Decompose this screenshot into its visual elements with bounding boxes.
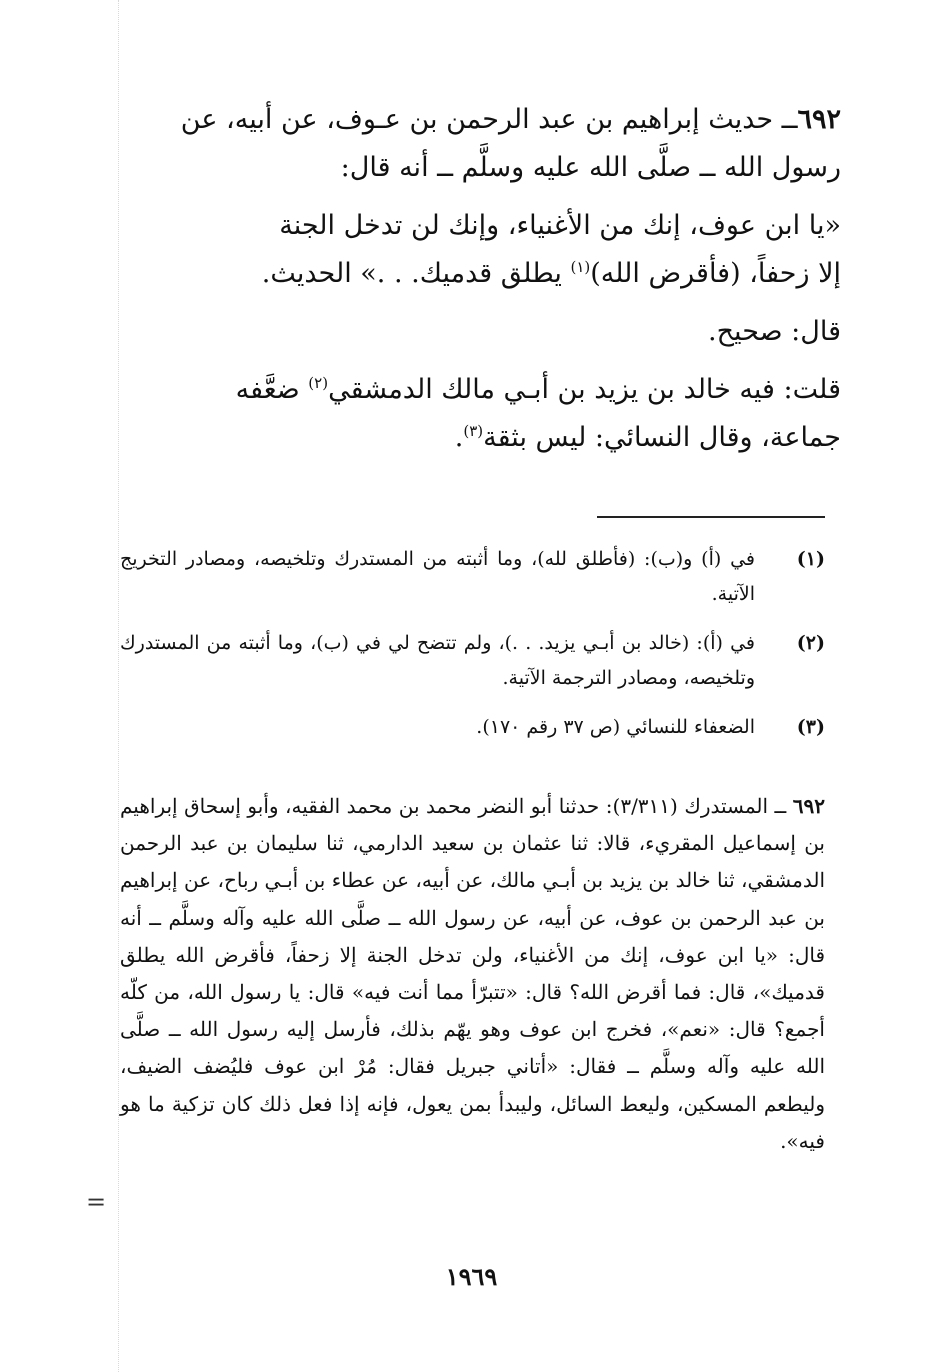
footnote-1: [120, 542, 825, 612]
grading-line: قال: صحيح.: [708, 316, 841, 347]
quote-line-1: «يا ابن عوف، إنك من الأغنياء، وإنك لن تدخل الجنة: [279, 210, 841, 241]
page-number: ١٩٦٩: [445, 1262, 498, 1291]
footnote-3: [120, 710, 825, 745]
author-comment: [131, 366, 841, 462]
footnotes-section: [120, 542, 825, 759]
continuation-mark: =: [86, 1188, 107, 1216]
comment-line-2: [131, 414, 841, 462]
hadith-line-1-text: ــ حديث إبراهيم بن عبد الرحمن بن عـوف، عن أبيه، عن: [180, 104, 798, 135]
quote-line-2: [131, 250, 841, 298]
footnote-ref-3: (٣): [463, 422, 484, 440]
takhrij-text: ــ المستدرك (٣/٣١١): حدثنا أبو النضر محمد بن محمد الفقيه، وأبو إسحاق إبراهيم بن إسماعيل المقريء، قالا: ثنا عثمان بن سعيد الدارمي، ثنا سليمان بن عبد الرحمن الدمشقي، ثنا خالد بن يزيد بن أبـي مالك، عن أبيه، عن عطاء بن أبـي رباح، عن إبراهيم بن عبد الرحمن بن عوف، عن أبيه، عن رسول الله ــ صلَّى الله عليه وآله وسلَّم ــ أنه قال: «يا ابن عوف، إنك من الأغنياء، ولن تدخل الجنة إلا زحفاً، فأقرض الله يطلق قدميك»، قال: فما أقرض الله؟ قال: «تتبرّأ مما أنت فيه» قال: يا رسول الله، من كلّه أجمع؟ قال: «نعم»، فخرج ابن عوف وهو يهّم بذلك، فأرسل إليه رسول الله ــ صلَّى الله عليه وآله وسلَّم ــ فقال: «أتاني جبريل فقال: مُرْ ابن عوف فليُضف الضيف، وليطعم المسكين، وليعط السائل، وليبدأ بمن يعول، فإنه إذا فعل ذلك كان تزكية ما هو فيه».: [120, 794, 825, 1153]
footnote-ref-1: (١): [570, 258, 591, 276]
quote-line-2b: يطلق قدميك. . .» الحديث.: [261, 258, 571, 289]
footnote-separator: [597, 516, 825, 518]
takhrij-number: ٦٩٢: [792, 794, 826, 818]
hadith-number: ٦٩٢: [797, 104, 841, 135]
footnote-ref-2: (٢): [308, 374, 329, 392]
quote-line-2a: إلا زحفاً، (فأقرض الله): [590, 258, 841, 289]
footnote-text: في (أ) و(ب): (فأطلق لله)، وما أثبته من المستدرك وتلخيصه، ومصادر التخريج الآتية.: [120, 548, 755, 605]
footnote-mark: (٣): [796, 716, 825, 738]
takhrij-section: [120, 788, 825, 1160]
hadith-section: [131, 96, 841, 472]
hadith-line-2: رسول الله ــ صلَّى الله عليه وسلَّم ــ أنه قال:: [340, 152, 841, 183]
footnote-2: [120, 626, 825, 696]
binding-dotted-line: [118, 0, 119, 1372]
comment-line-2a: جماعة، وقال النسائي: ليس بثقة: [483, 422, 841, 453]
hadith-quote: [131, 202, 841, 298]
comment-line-1: [131, 366, 841, 414]
hadith-intro: [131, 96, 841, 192]
footnote-mark: (٢): [796, 632, 825, 654]
grading: [131, 308, 841, 356]
comment-line-1a: قلت: فيه خالد بن يزيد بن أبـي مالك الدمشقي: [328, 374, 841, 405]
hadith-line-1: [131, 96, 841, 144]
footnote-text: في (أ): (خالد بن أبـي يزيد. . .)، ولم تتضح لي في (ب)، وما أثبته من المستدرك وتلخيصه، ومصادر الترجمة الآتية.: [120, 632, 755, 689]
footnote-mark: (١): [796, 548, 825, 570]
comment-line-1b: ضعَّفه: [235, 374, 309, 405]
comment-line-2b: .: [454, 422, 464, 453]
footnote-text: الضعفاء للنسائي (ص ٣٧ رقم ١٧٠).: [476, 716, 755, 738]
